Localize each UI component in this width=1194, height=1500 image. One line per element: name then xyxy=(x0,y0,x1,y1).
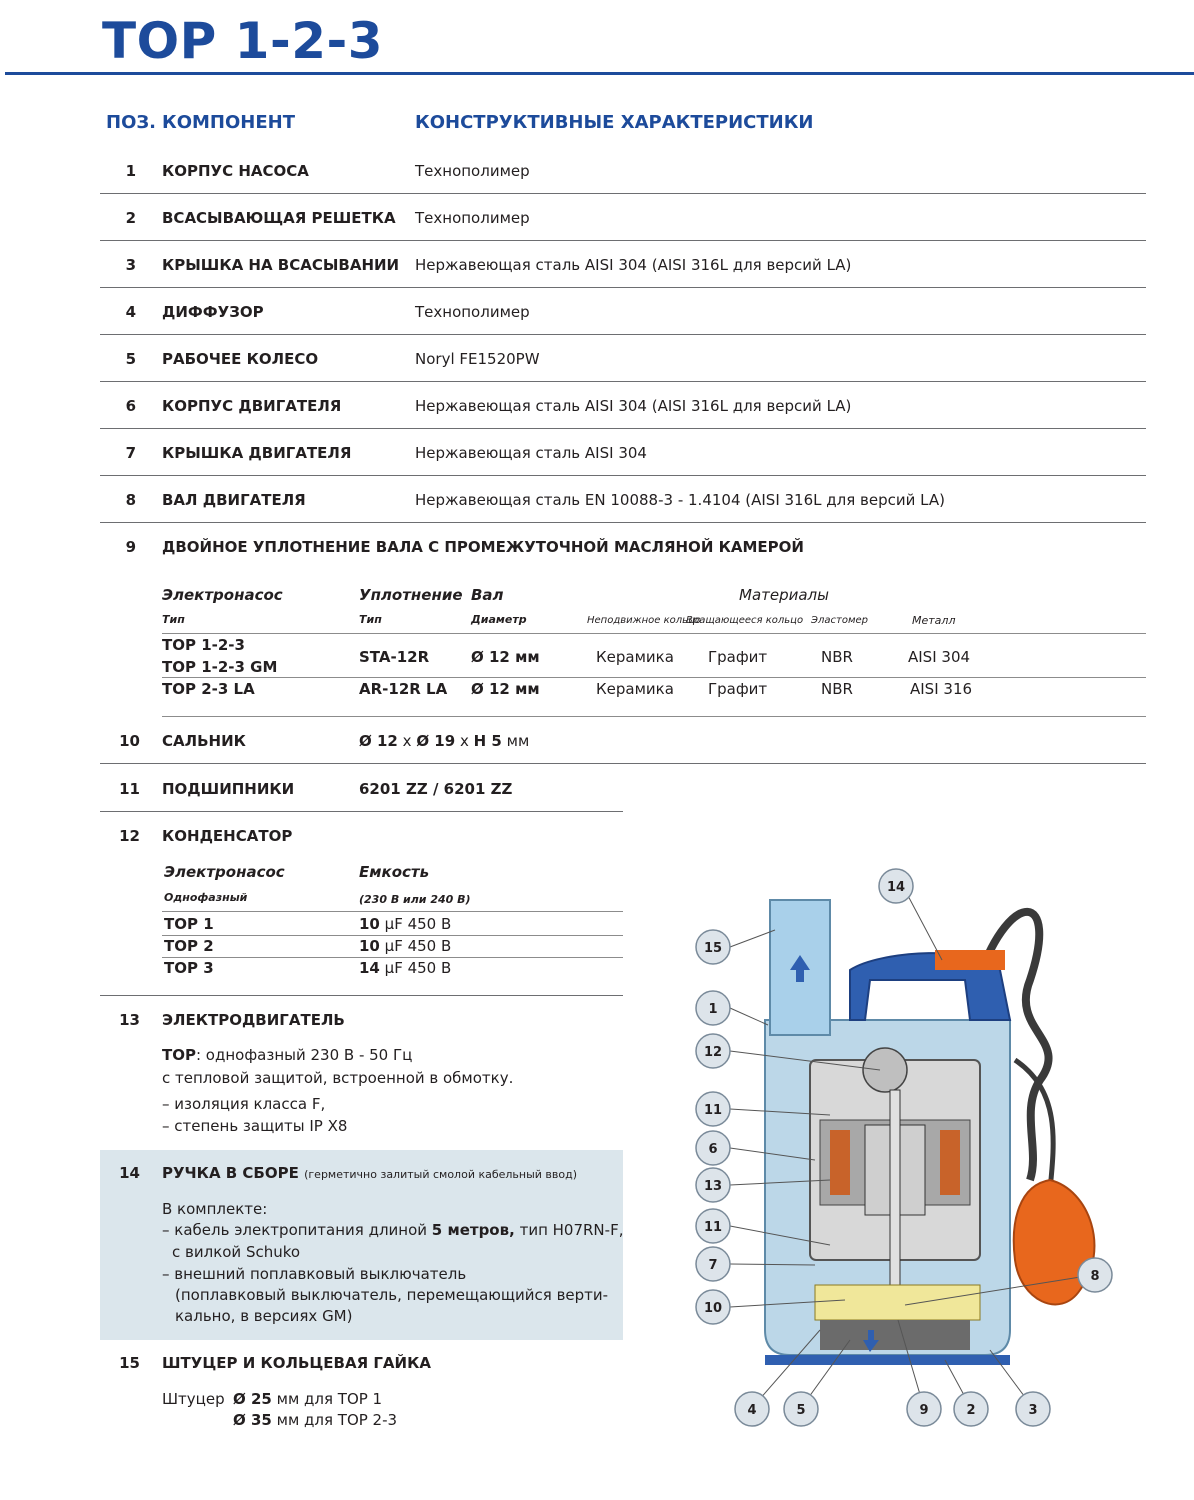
seal-row-metal: AISI 316 xyxy=(910,680,973,698)
row-divider xyxy=(100,811,623,812)
seal-divider xyxy=(162,716,1146,717)
seal-row-seal: AR-12R LA xyxy=(359,680,448,698)
row-number: 8 xyxy=(125,491,136,509)
row-component: РУЧКА В СБОРЕ (герметично залитый смолой кабельный ввод) xyxy=(162,1164,578,1182)
svg-text:15: 15 xyxy=(703,941,723,956)
seal-col-materials: Материалы xyxy=(739,586,829,604)
seal-row-dia: Ø 12 мм xyxy=(471,680,540,698)
row-number: 15 xyxy=(119,1354,140,1372)
callout-12 xyxy=(696,1034,730,1068)
row-divider xyxy=(100,428,1146,429)
gland-dimensions xyxy=(359,732,529,750)
row-divider xyxy=(100,522,1146,523)
seal-row-rotating: Графит xyxy=(708,648,768,666)
handle-line: (поплавковый выключатель, перемещающийся верти- xyxy=(175,1286,609,1304)
row-divider xyxy=(100,287,1146,288)
seal-col-pump: Электронасос xyxy=(162,586,283,604)
seal-sub-rotating: Вращающееся кольцо xyxy=(686,615,804,626)
row-number: 10 xyxy=(119,732,140,750)
page-title: TOP 1-2-3 xyxy=(102,12,384,70)
cap-divider xyxy=(162,957,623,958)
cap-sub-phase: Однофазный xyxy=(164,891,248,904)
svg-text:2: 2 xyxy=(966,1403,976,1418)
svg-text:8: 8 xyxy=(1090,1269,1100,1284)
svg-text:4: 4 xyxy=(747,1403,757,1418)
motor-line-1: TOP: однофазный 230 В - 50 Гц xyxy=(162,1046,413,1064)
svg-text:9: 9 xyxy=(919,1403,929,1418)
callout-8 xyxy=(1078,1258,1112,1292)
fitting-line: Ø 35 мм для TOP 2-3 xyxy=(233,1411,398,1429)
pump-base xyxy=(765,1355,1010,1365)
row-number: 14 xyxy=(119,1164,140,1182)
row-divider xyxy=(100,240,1146,241)
callout-14 xyxy=(879,869,913,903)
row-divider xyxy=(100,334,1146,335)
callout-13 xyxy=(696,1168,730,1202)
row-component: ЭЛЕКТРОДВИГАТЕЛЬ xyxy=(162,1011,345,1029)
row-divider xyxy=(100,193,1146,194)
seal-col-seal: Уплотнение xyxy=(359,586,463,604)
row-number: 12 xyxy=(119,827,140,845)
handle-cable-entry xyxy=(935,950,1005,970)
callout-11-lower xyxy=(696,1209,730,1243)
row-value: Технополимер xyxy=(415,303,530,321)
header-pos: ПОЗ. xyxy=(106,112,156,133)
winding-left xyxy=(830,1130,850,1195)
header-specs: КОНСТРУКТИВНЫЕ ХАРАКТЕРИСТИКИ xyxy=(415,112,814,133)
row-value: 6201 ZZ / 6201 ZZ xyxy=(359,780,513,798)
svg-text:12: 12 xyxy=(703,1045,723,1060)
handle-line: В комплекте: xyxy=(162,1200,268,1218)
row-divider xyxy=(100,381,1146,382)
row-value: Технополимер xyxy=(415,209,530,227)
gland-d1: Ø 12 xyxy=(359,732,398,750)
seal-sub-elastomer: Эластомер xyxy=(811,615,868,626)
row-component: КОРПУС НАСОСА xyxy=(162,162,309,180)
handle-line: кально, в версиях GM) xyxy=(175,1307,353,1325)
svg-text:3: 3 xyxy=(1028,1403,1038,1418)
cap-col-capacity: Емкость xyxy=(359,863,430,881)
cap-col-pump: Электронасос xyxy=(164,863,285,881)
svg-text:11: 11 xyxy=(703,1103,723,1118)
seal-divider xyxy=(162,633,1146,634)
impeller xyxy=(820,1320,970,1350)
gland-h: H 5 xyxy=(473,732,502,750)
svg-text:6: 6 xyxy=(708,1142,718,1157)
row-component: ПОДШИПНИКИ xyxy=(162,780,295,798)
row-divider xyxy=(100,995,623,996)
seal-row-elastomer: NBR xyxy=(821,648,853,666)
row-value: Нержавеющая сталь EN 10088-3 - 1.4104 (AISI 316L для версий LA) xyxy=(415,491,945,509)
callout-9 xyxy=(907,1392,941,1426)
callout-1 xyxy=(696,991,730,1025)
seal-col-shaft: Вал xyxy=(471,586,504,604)
callout-3 xyxy=(1016,1392,1050,1426)
row-component: КОНДЕНСАТОР xyxy=(162,827,293,845)
svg-text:14: 14 xyxy=(886,880,906,895)
seal-sub-metal: Металл xyxy=(912,614,956,627)
row-value: Нержавеющая сталь AISI 304 (AISI 316L для версий LA) xyxy=(415,256,852,274)
row-value: Нержавеющая сталь AISI 304 (AISI 316L для версий LA) xyxy=(415,397,852,415)
cap-row-value: 10 µF 450 В xyxy=(359,915,452,933)
callout-15 xyxy=(696,930,730,964)
callout-11 xyxy=(696,1092,730,1126)
row-number: 5 xyxy=(125,350,136,368)
row-number: 9 xyxy=(125,538,136,556)
cap-row-value: 14 µF 450 В xyxy=(359,959,452,977)
row-component: ШТУЦЕР И КОЛЬЦЕВАЯ ГАЙКА xyxy=(162,1354,431,1372)
motor-bullet: – степень защиты IP X8 xyxy=(162,1117,348,1135)
seal-sub-type: Тип xyxy=(162,613,185,626)
header-component: КОМПОНЕНТ xyxy=(162,112,295,133)
svg-text:10: 10 xyxy=(703,1301,723,1316)
callout-7 xyxy=(696,1247,730,1281)
fitting-line: Ø 25 мм для TOP 1 xyxy=(233,1390,383,1408)
seal-row-dia: Ø 12 мм xyxy=(471,648,540,666)
seal-row-fixed: Керамика xyxy=(596,648,674,666)
seal-row-elastomer: NBR xyxy=(821,680,853,698)
row-component: ДИФФУЗОР xyxy=(162,303,264,321)
winding-right xyxy=(940,1130,960,1195)
gland-x: x xyxy=(402,732,412,750)
gland-d2: Ø 19 xyxy=(416,732,456,750)
row-value: Noryl FE1520PW xyxy=(415,350,540,368)
row-number: 1 xyxy=(125,162,136,180)
fitting-label: Штуцер xyxy=(162,1390,225,1408)
row-number: 3 xyxy=(125,256,136,274)
cap-divider xyxy=(162,911,623,912)
row-divider xyxy=(100,763,1146,764)
motor-bullet: – изоляция класса F, xyxy=(162,1095,326,1113)
callout-5 xyxy=(784,1392,818,1426)
seal-sub-diameter: Диаметр xyxy=(471,613,527,626)
svg-text:13: 13 xyxy=(703,1179,723,1194)
svg-text:7: 7 xyxy=(708,1258,718,1273)
seal-row-fixed: Керамика xyxy=(596,680,674,698)
seal-row-rotating: Графит xyxy=(708,680,768,698)
seal-divider xyxy=(162,677,1146,678)
cap-row-value: 10 µF 450 В xyxy=(359,937,452,955)
row-component: ДВОЙНОЕ УПЛОТНЕНИЕ ВАЛА С ПРОМЕЖУТОЧНОЙ МАСЛЯНОЙ КАМЕРОЙ xyxy=(162,538,804,556)
pump-diagram xyxy=(680,860,1150,1440)
row-component: ВСАСЫВАЮЩАЯ РЕШЕТКА xyxy=(162,209,396,227)
handle-line: – кабель электропитания длиной 5 метров, тип H07RN-F, xyxy=(162,1221,624,1239)
row-number: 13 xyxy=(119,1011,140,1029)
row-value: Нержавеющая сталь AISI 304 xyxy=(415,444,647,462)
handle-line: с вилкой Schuko xyxy=(172,1243,301,1261)
row-component: САЛЬНИК xyxy=(162,732,246,750)
motor-line-2: с тепловой защитой, встроенной в обмотку. xyxy=(162,1069,514,1087)
cap-row-model: TOP 2 xyxy=(164,937,214,955)
svg-text:1: 1 xyxy=(708,1002,718,1017)
seal-sub-fixed: Неподвижное кольцо xyxy=(587,615,701,626)
row-component: КРЫШКА НА ВСАСЫВАНИИ xyxy=(162,256,400,274)
row-number: 6 xyxy=(125,397,136,415)
row-number: 11 xyxy=(119,780,140,798)
svg-text:5: 5 xyxy=(796,1403,806,1418)
handle-line: – внешний поплавковый выключатель xyxy=(162,1265,467,1283)
gland-unit: мм xyxy=(506,732,530,750)
row-number: 4 xyxy=(125,303,136,321)
row-component: ВАЛ ДВИГАТЕЛЯ xyxy=(162,491,306,509)
cap-row-model: TOP 1 xyxy=(164,915,214,933)
title-rule xyxy=(5,72,1194,75)
callout-4 xyxy=(735,1392,769,1426)
capacitor xyxy=(863,1048,907,1092)
row-component: КОРПУС ДВИГАТЕЛЯ xyxy=(162,397,342,415)
row-divider xyxy=(100,475,1146,476)
seal-row-pump: TOP 2-3 LA xyxy=(162,680,255,698)
cap-divider xyxy=(162,935,623,936)
seal-row-metal: AISI 304 xyxy=(908,648,971,666)
gland-x: x xyxy=(459,732,469,750)
row-number: 2 xyxy=(125,209,136,227)
cap-row-model: TOP 3 xyxy=(164,959,214,977)
oil-chamber xyxy=(815,1285,980,1320)
callout-6 xyxy=(696,1131,730,1165)
seal-row-seal: STA-12R xyxy=(359,648,430,666)
row-component: КРЫШКА ДВИГАТЕЛЯ xyxy=(162,444,352,462)
row-value: Технополимер xyxy=(415,162,530,180)
seal-row-pump: TOP 1-2-3 xyxy=(162,636,245,654)
callout-10 xyxy=(696,1290,730,1324)
callout-2 xyxy=(954,1392,988,1426)
seal-sub-seal-type: Тип xyxy=(359,613,382,626)
seal-row-pump: TOP 1-2-3 GM xyxy=(162,658,278,676)
cap-sub-voltage: (230 В или 240 В) xyxy=(359,893,471,906)
row-number: 7 xyxy=(125,444,136,462)
row-component: РАБОЧЕЕ КОЛЕСО xyxy=(162,350,319,368)
svg-text:11: 11 xyxy=(703,1220,723,1235)
